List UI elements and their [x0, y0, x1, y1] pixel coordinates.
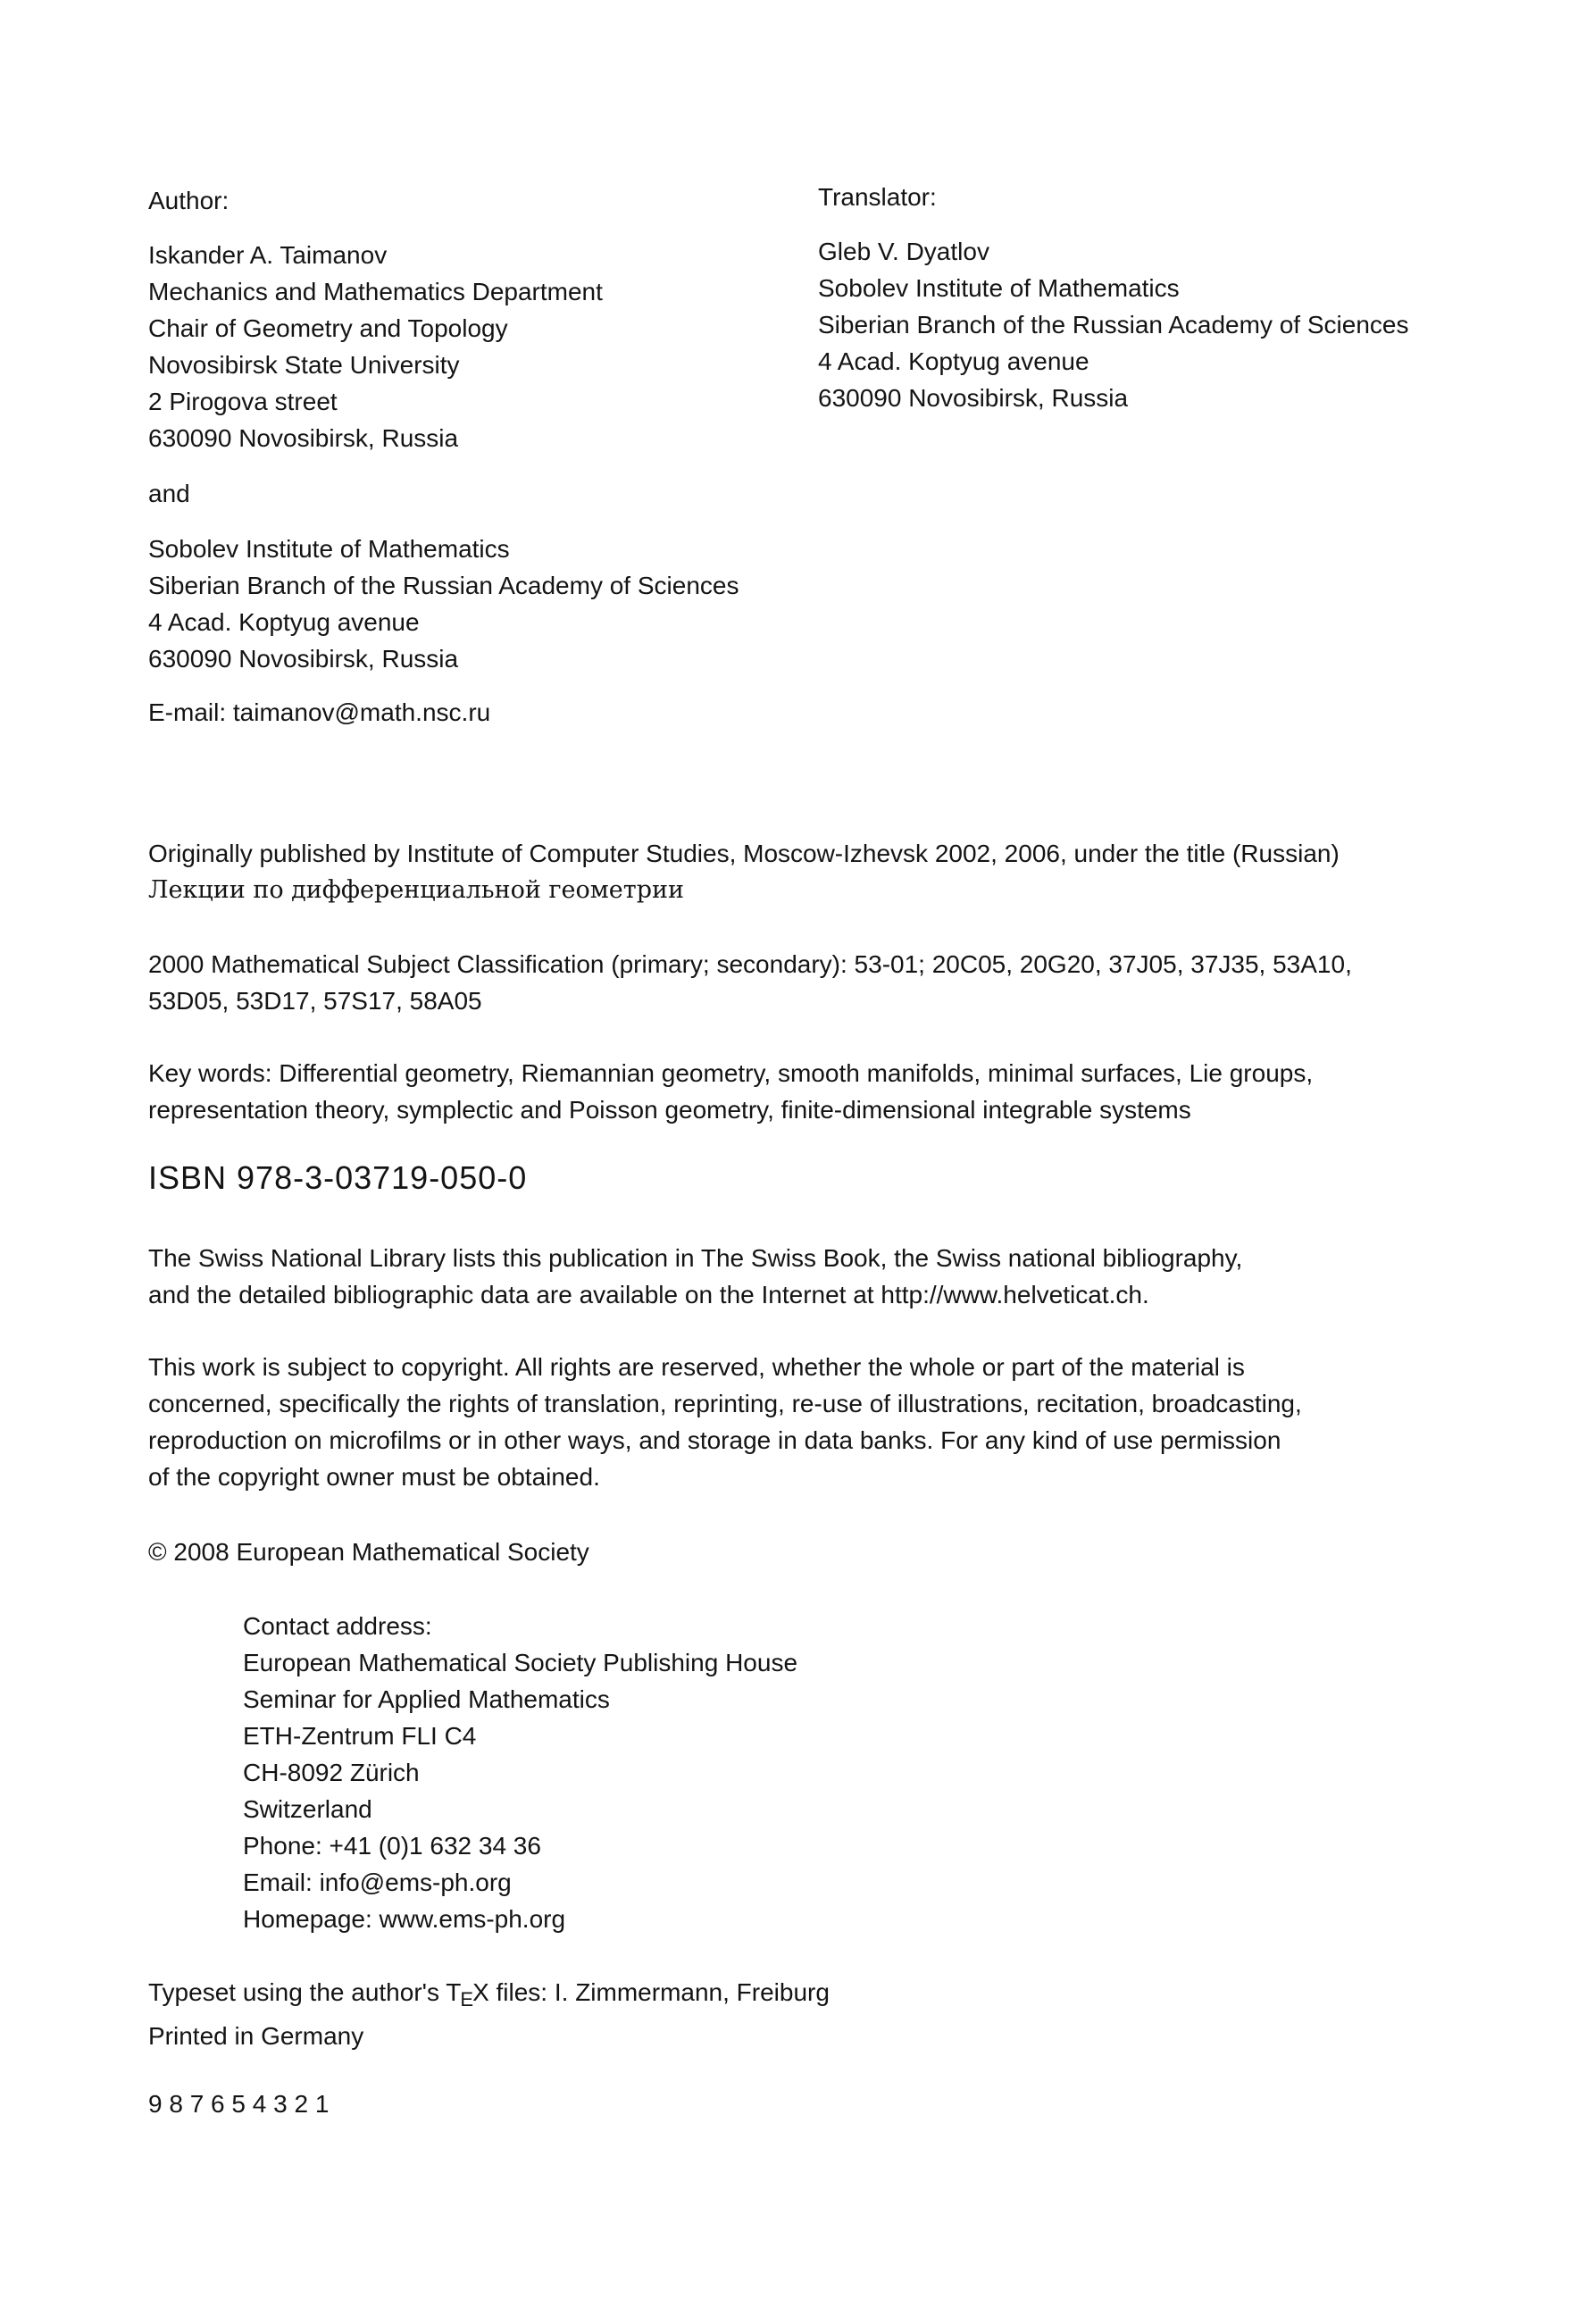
- russian-title: Лекции по дифференциальной геометрии: [148, 876, 684, 904]
- contact-city: CH-8092 Zürich: [243, 1759, 420, 1786]
- author-and: and: [148, 480, 190, 507]
- translator-institute: Sobolev Institute of Mathematics: [818, 274, 1180, 302]
- copyright-notice-line-1: This work is subject to copyright. All rights are reserved, whether the whole or part of the material is: [148, 1353, 1245, 1381]
- contact-homepage: Homepage: www.ems-ph.org: [243, 1905, 566, 1933]
- library-line-2: and the detailed bibliographic data are available on the Internet at http://www.helveticat.ch.: [148, 1281, 1149, 1308]
- keywords-line-1: Key words: Differential geometry, Riemannian geometry, smooth manifolds, minimal surfaces, Lie groups,: [148, 1059, 1314, 1087]
- keywords-line-2: representation theory, symplectic and Poisson geometry, finite-dimensional integrable systems: [148, 1096, 1191, 1124]
- original-publication-line: Originally published by Institute of Computer Studies, Moscow-Izhevsk 2002, 2006, under the title (Russian): [148, 840, 1340, 867]
- copyright-notice: [148, 1349, 1302, 1495]
- author-name: Iskander A. Taimanov: [148, 241, 388, 269]
- translator-city: 630090 Novosibirsk, Russia: [818, 384, 1129, 412]
- library-notice: [148, 1240, 1242, 1313]
- library-line-1: The Swiss National Library lists this publication in The Swiss Book, the Swiss national bibliography,: [148, 1244, 1243, 1272]
- contact-address: [243, 1608, 797, 1937]
- author-heading: Author:: [148, 187, 230, 214]
- author-city-2: 630090 Novosibirsk, Russia: [148, 645, 459, 673]
- copyright: [148, 1534, 589, 1570]
- author-email: E-mail: taimanov@math.nsc.ru: [148, 698, 491, 726]
- author-chair: Chair of Geometry and Topology: [148, 314, 508, 342]
- contact-building: ETH-Zentrum FLI C4: [243, 1722, 477, 1750]
- isbn: [148, 1159, 527, 1196]
- translator-block: [818, 179, 1408, 416]
- contact-email: Email: info@ems-ph.org: [243, 1868, 512, 1896]
- printed-line: Printed in Germany: [148, 2022, 364, 2050]
- copyright-notice-line-2: concerned, specifically the rights of translation, reprinting, re-use of illustrations, recitation, broadcasting,: [148, 1390, 1302, 1417]
- author-city: 630090 Novosibirsk, Russia: [148, 424, 459, 452]
- typeset-block: [148, 1974, 830, 2054]
- print-line: [148, 2086, 329, 2122]
- translator-name: Gleb V. Dyatlov: [818, 238, 989, 265]
- typeset-line: [148, 1974, 830, 2018]
- author-department: Mechanics and Mathematics Department: [148, 278, 603, 305]
- msc-classification: [148, 946, 1352, 1019]
- msc-line-1: 2000 Mathematical Subject Classification (primary; secondary): 53-01; 20C05, 20G20, 37J05, 37J35, 53A10,: [148, 950, 1352, 978]
- contact-country: Switzerland: [243, 1795, 372, 1823]
- contact-heading: Contact address:: [243, 1612, 432, 1640]
- author-branch: Siberian Branch of the Russian Academy of Sciences: [148, 572, 739, 599]
- copyright-notice-line-4: of the copyright owner must be obtained.: [148, 1463, 600, 1491]
- isbn-number: ISBN 978-3-03719-050-0: [148, 1159, 528, 1196]
- contact-publisher: European Mathematical Society Publishing House: [243, 1649, 798, 1676]
- typeset-prefix: Typeset using the author's T: [148, 1978, 462, 2006]
- author-avenue: 4 Acad. Koptyug avenue: [148, 608, 420, 636]
- tex-subscript-e: E: [460, 1988, 474, 2011]
- original-publication: [148, 835, 1340, 908]
- contact-seminar: Seminar for Applied Mathematics: [243, 1685, 610, 1713]
- author-street: 2 Pirogova street: [148, 388, 338, 415]
- author-institute: Sobolev Institute of Mathematics: [148, 535, 510, 563]
- copyright-line: © 2008 European Mathematical Society: [148, 1538, 589, 1566]
- contact-phone: Phone: +41 (0)1 632 34 36: [243, 1832, 541, 1860]
- author-block: [148, 182, 739, 731]
- print-numbers: 9 8 7 6 5 4 3 2 1: [148, 2090, 330, 2118]
- translator-avenue: 4 Acad. Koptyug avenue: [818, 347, 1089, 375]
- copyright-notice-line-3: reproduction on microfilms or in other ways, and storage in data banks. For any kind of use permission: [148, 1426, 1281, 1454]
- msc-line-2: 53D05, 53D17, 57S17, 58A05: [148, 987, 482, 1015]
- keywords: [148, 1055, 1313, 1128]
- translator-heading: Translator:: [818, 183, 937, 211]
- translator-branch: Siberian Branch of the Russian Academy of Sciences: [818, 311, 1409, 339]
- typeset-suffix: X files: I. Zimmermann, Freiburg: [472, 1978, 830, 2006]
- author-university: Novosibirsk State University: [148, 351, 460, 379]
